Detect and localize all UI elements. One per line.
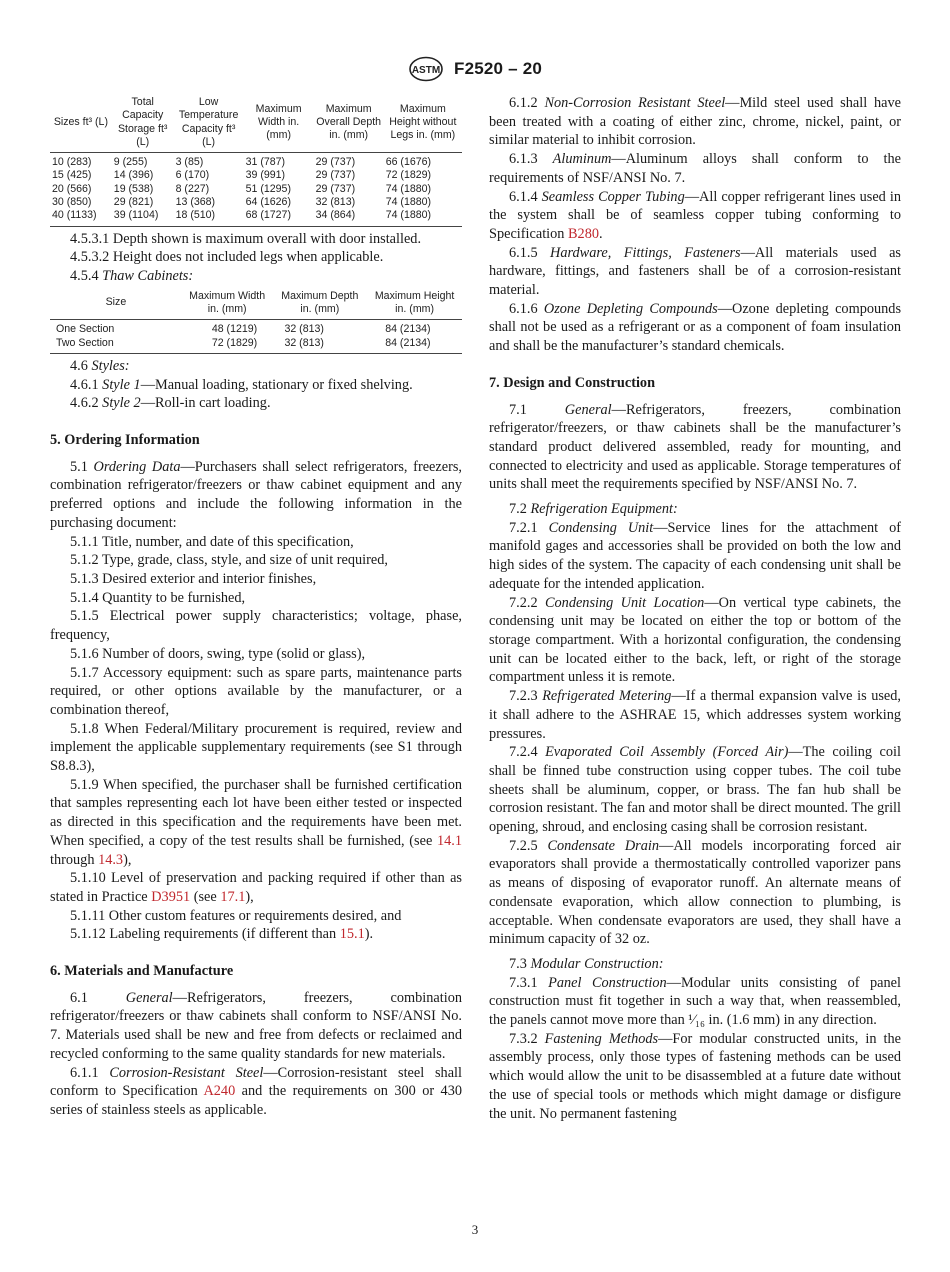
table-cell: 9 (255) xyxy=(113,156,148,169)
para-7-3-2: 7.3.2 Fastening Methods—For modular constructed units, in the assembly process, only those types of fastening methods can be used which would allow the unit to be disassembled at a future date without the use of special tools or methods which might damage or disfigure the unit. No permanent fastening xyxy=(489,1030,901,1122)
table-cell: 39 (991) xyxy=(245,169,286,182)
table-cell: 18 (510) xyxy=(174,209,244,226)
table-cell: 8 (227) xyxy=(175,182,210,195)
table-cell: 34 (864) xyxy=(314,209,384,226)
table-row xyxy=(50,209,462,226)
reference-link[interactable]: 15.1 xyxy=(339,926,365,943)
page-number: 3 xyxy=(471,1222,479,1237)
list-item: 5.1.7 Accessory equipment: such as spare parts, maintenance parts required, or other options available by the manufacturer, or a combination thereof, xyxy=(50,664,462,718)
para-6-1: 6.1 General—Refrigerators, freezers, combination refrigerator/freezers or thaw cabinets shall conform to NSF/ANSI No. 7. Materials used shall be new and free from defects or reclaimed and recycled conforming to the same quality standards for new materials. xyxy=(50,989,463,1062)
table-cell: 39 (1104) xyxy=(112,209,174,226)
table-cell: 29 (737) xyxy=(315,156,356,169)
table-cell: 32 (813) xyxy=(315,196,356,209)
list-item: 5.1.3 Desired exterior and interior finishes, xyxy=(70,571,317,587)
table-header: Maximum Overall Depth in. (mm) xyxy=(314,94,384,153)
table-row xyxy=(50,320,462,337)
reference-link[interactable]: 14.3 xyxy=(98,851,124,868)
document-designation: F2520 – 20 xyxy=(453,59,542,78)
para-4-6-1: 4.6.1 Style 1—Manual loading, stationary or fixed shelving. xyxy=(70,376,413,393)
table-row xyxy=(50,196,462,209)
table-cell: 68 (1727) xyxy=(244,209,314,226)
table-cell: 31 (787) xyxy=(245,156,286,169)
thaw-cabinets-table xyxy=(50,288,462,354)
table-cell: 74 (1880) xyxy=(384,209,462,226)
reference-link[interactable]: D3951 xyxy=(151,888,191,905)
para-5-1-11: 5.1.11 Other custom features or requirements desired, and xyxy=(70,907,402,924)
right-column xyxy=(489,94,901,1123)
table-cell: 29 (821) xyxy=(113,196,154,209)
table-cell: 14 (396) xyxy=(113,169,154,182)
table-cell: 32 (813) xyxy=(272,337,367,354)
table-header: Maximum Depth in. (mm) xyxy=(272,288,367,320)
para-7-3-1: 7.3.1 Panel Construction—Modular units consisting of panel construction must fit together in such a way that, when reassembled, the panels cannot move more than ¹⁄₁₆ in. (1.6 mm) in any direction. xyxy=(489,974,901,1029)
table-cell: 74 (1880) xyxy=(385,182,432,195)
astm-logo-icon xyxy=(408,56,444,82)
table-header: Maximum Width in. (mm) xyxy=(182,288,273,320)
table-row xyxy=(50,183,462,196)
table-cell: 3 (85) xyxy=(175,156,204,169)
para-7-2: 7.2 Refrigeration Equipment: xyxy=(509,501,678,518)
left-column xyxy=(50,94,462,1120)
table-cell: 20 (566) xyxy=(52,182,92,195)
table-cell: 72 (1829) xyxy=(182,337,273,354)
para-6-1-6: 6.1.6 Ozone Depleting Compounds—Ozone depleting compounds shall not be used as a refrigerant or as a component of foam insulation and shall be the manufacturer’s standard chemicals. xyxy=(489,300,902,355)
table-cell: 6 (170) xyxy=(175,169,210,182)
table-cell: 10 (283) xyxy=(52,156,92,169)
table-row xyxy=(50,169,462,182)
table-cell: One Section xyxy=(56,323,115,336)
para-6-1-5: 6.1.5 Hardware, Fittings, Fasteners—All materials used as hardware, fittings, and fasteners shall be of a corrosion-resistant material. xyxy=(489,244,901,299)
table-cell: 40 (1133) xyxy=(50,209,112,226)
para-7-2-3: 7.2.3 Refrigerated Metering—If a thermal expansion valve is used, it shall adhere to the ASHRAE 15, which addresses system working pressures. xyxy=(489,688,901,742)
sizes-table xyxy=(50,94,462,227)
table-cell: 29 (737) xyxy=(315,182,356,195)
list-item: 5.1.8 When Federal/Military procurement is required, review and implement the applicable supplementary requirements (see S1 through S8.8.3), xyxy=(50,720,462,775)
para-4-5-3-2: 4.5.3.2 Height does not included legs when applicable. xyxy=(70,249,384,266)
para-6-1-1: 6.1.1 Corrosion-Resistant Steel—Corrosion-resistant steel shall conform to Specification A240 and the requirements on 300 or 430 series of stainless steels as applicable. xyxy=(50,1064,462,1118)
para-7-2-5: 7.2.5 Condensate Drain—All models incorporating forced air evaporators shall provide a thermostatically controlled vaporizer pans as means of disposing of evaporator runoff. An alternate means of condensate evaporation, which allow connection to plumbing, is acceptable. When condensate evaporators are used, they shall have a minimum capacity of 32 oz. xyxy=(489,837,901,948)
table-cell: 64 (1626) xyxy=(245,196,291,209)
table-cell: 48 (1219) xyxy=(211,323,258,336)
section-7-heading: 7. Design and Construction xyxy=(489,374,656,391)
para-7-1: 7.1 General—Refrigerators, freezers, combination refrigerator/freezers, or thaw cabinets shall be the manufacturer’s standard product delivered assembled, ready for mounting, and connected to electricity and used as applicable. Storage temperatures of units shall meet the requirements specified by NSF/ANSI No. 7. xyxy=(489,401,902,493)
table-cell: 19 (538) xyxy=(113,182,154,195)
list-item: 5.1.6 Number of doors, swing, type (solid or glass), xyxy=(70,645,366,662)
page-header xyxy=(0,56,950,84)
table-cell: 32 (813) xyxy=(284,323,324,336)
list-item: 5.1.4 Quantity to be furnished, xyxy=(70,589,246,606)
table-header: Size xyxy=(50,288,182,320)
section-6-heading: 6. Materials and Manufacture xyxy=(50,963,234,980)
table-cell: 51 (1295) xyxy=(245,182,291,195)
para-4-6: 4.6 Styles: xyxy=(70,357,130,374)
para-4-5-4: 4.5.4 Thaw Cabinets: xyxy=(70,268,194,285)
table-header: Low Temperature Capacity ft³ (L) xyxy=(174,94,244,153)
section-5-heading: 5. Ordering Information xyxy=(50,432,200,449)
table-header: Maximum Width in. (mm) xyxy=(244,94,314,153)
para-6-1-4: 6.1.4 Seamless Copper Tubing—All copper refrigerant lines used in the system shall be of seamless copper tubing conforming to Specification B280. xyxy=(489,188,901,242)
para-5-1: 5.1 Ordering Data—Purchasers shall select refrigerators, freezers, combination refrigerator/freezers or thaw cabinet equipment and any preferred options and include the following information in the purchasing document: xyxy=(50,458,462,531)
reference-link[interactable]: B280 xyxy=(568,225,599,242)
para-6-1-3: 6.1.3 Aluminum—Aluminum alloys shall conform to the requirements of NSF/ANSI No. 7. xyxy=(489,151,902,186)
list-item: 5.1.5 Electrical power supply characteristics; voltage, phase, frequency, xyxy=(50,608,462,644)
para-5-1-9: 5.1.9 When specified, the purchaser shall be furnished certification that samples representing each lot have been either tested or inspected as directed in this specification and the requirements have been met. When specified, a copy of the test results shall be furnished, (see 14.1 through 14.3), xyxy=(50,776,462,868)
para-7-2-4: 7.2.4 Evaporated Coil Assembly (Forced Air)—The coiling coil shall be finned tube construction using copper tubes. The coil tube sheets shall be aluminum, copper, or brass. The fan hub shall be corrosion resistant. The fan and motor shall be direct mounted. The grill opening, shroud, and enclosing casing shall be corrosion resistant. xyxy=(489,744,901,836)
table-cell: 13 (368) xyxy=(175,196,216,209)
table-cell: Two Section xyxy=(50,337,182,354)
table-header: Maximum Height without Legs in. (mm) xyxy=(384,94,462,153)
table-cell: 15 (425) xyxy=(52,169,92,182)
table-header: Total Capacity Storage ft³ (L) xyxy=(112,94,174,153)
table-row xyxy=(50,337,462,354)
para-5-1-12: 5.1.12 Labeling requirements (if different than 15.1). xyxy=(70,926,374,943)
list-item: 5.1.2 Type, grade, class, style, and size of unit required, xyxy=(70,552,388,569)
table-cell: 29 (737) xyxy=(315,169,356,182)
reference-link[interactable]: 17.1 xyxy=(220,888,246,905)
table-header: Maximum Height in. (mm) xyxy=(367,288,462,320)
table-cell: 66 (1676) xyxy=(385,156,432,169)
para-7-2-1: 7.2.1 Condensing Unit—Service lines for the attachment of manifold gages and accessories shall be provided on both the low and high sides of the system. The capacity of each condensing unit shall be adequate for the intended application. xyxy=(489,519,901,592)
reference-link[interactable]: A240 xyxy=(203,1083,236,1100)
para-4-5-3-1: 4.5.3.1 Depth shown is maximum overall with door installed. xyxy=(70,230,422,247)
table-cell: 84 (2134) xyxy=(367,337,462,354)
para-6-1-2: 6.1.2 Non-Corrosion Resistant Steel—Mild steel used shall have been treated with a coating of either zinc, chrome, nickel, paint, or similar material to inhibit corrosion. xyxy=(489,95,902,149)
svg-text:ASTM: ASTM xyxy=(411,65,441,76)
para-7-2-2: 7.2.2 Condensing Unit Location—On vertical type cabinets, the condensing unit may be located on either the top or bottom of the storage compartment. With a horizontal configuration, the condensing unit can be located either to the back, left, or right of the storage compartment unless it is remote. xyxy=(489,594,901,686)
list-item: 5.1.1 Title, number, and date of this specification, xyxy=(70,533,354,550)
table-cell: 72 (1829) xyxy=(385,169,432,182)
table-cell: 30 (850) xyxy=(52,196,92,209)
table-cell: 84 (2134) xyxy=(385,323,431,336)
table-cell: 74 (1880) xyxy=(385,196,432,209)
para-5-1-10: 5.1.10 Level of preservation and packing required if other than as stated in Practice D3951 (see 17.1), xyxy=(50,870,462,905)
table-row xyxy=(50,153,462,170)
table-header: Sizes ft³ (L) xyxy=(50,94,112,153)
reference-link[interactable]: 14.1 xyxy=(436,832,462,849)
para-4-6-2: 4.6.2 Style 2—Roll-in cart loading. xyxy=(70,395,271,412)
para-7-3: 7.3 Modular Construction: xyxy=(509,955,664,972)
